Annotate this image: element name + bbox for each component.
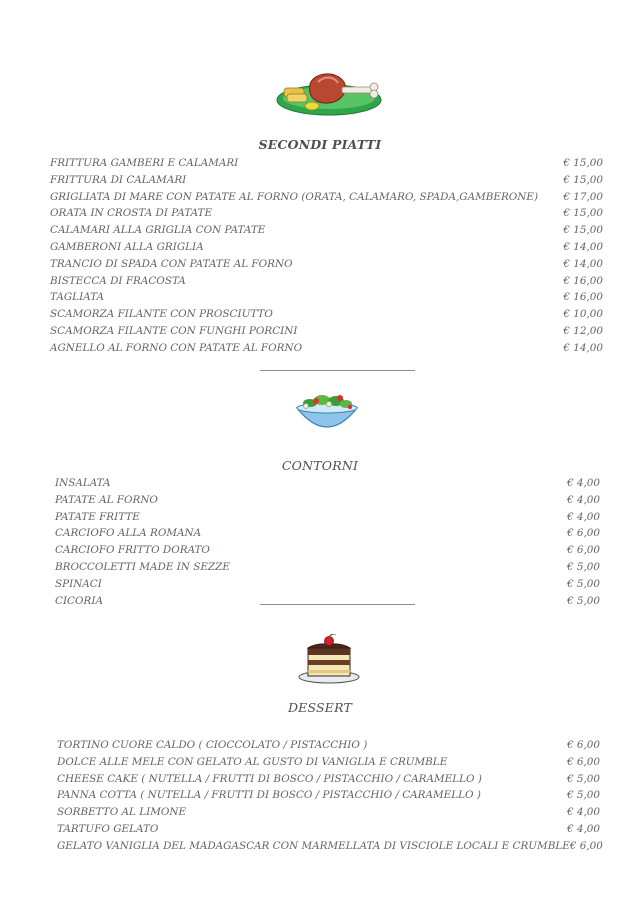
item-name: CARCIOFO ALLA ROMANA	[55, 527, 202, 540]
item-name: CARCIOFO FRITTO DORATO	[55, 544, 210, 557]
menu-item	[50, 273, 603, 290]
menu-item	[50, 189, 603, 206]
menu-list-dessert	[57, 737, 603, 855]
menu-item	[50, 222, 603, 239]
item-price: € 4,00	[566, 493, 600, 506]
item-price: € 4,00	[566, 510, 600, 523]
item-name: TAGLIATA	[50, 291, 104, 304]
menu-item	[55, 492, 600, 509]
item-price: € 4,00	[566, 822, 600, 835]
menu-list-contorni	[55, 475, 600, 609]
item-price: € 16,00	[563, 291, 603, 304]
item-name: INSALATA	[55, 477, 111, 489]
menu-item	[57, 804, 600, 821]
menu-list-secondi	[50, 155, 603, 357]
menu-item	[55, 525, 600, 542]
menu-item	[57, 787, 600, 804]
item-price: € 15,00	[563, 207, 603, 220]
item-name: DOLCE ALLE MELE CON GELATO AL GUSTO DI VANIGLIA E CRUMBLE	[57, 755, 448, 768]
menu-item	[57, 771, 600, 788]
item-price: € 14,00	[563, 257, 603, 270]
item-price: € 6,00	[569, 839, 603, 852]
menu-item	[57, 838, 603, 855]
item-price: € 4,00	[566, 477, 600, 489]
item-price: € 6,00	[566, 527, 600, 540]
item-name: CICORIA	[55, 594, 103, 607]
item-name: GELATO VANIGLIA DEL MADAGASCAR CON MARMELLATA DI VISCIOLE LOCALI E CRUMBLE	[57, 839, 570, 852]
item-price: € 6,00	[566, 755, 600, 768]
item-price: € 14,00	[563, 341, 603, 354]
menu-item	[50, 256, 603, 273]
menu-item	[55, 593, 600, 610]
menu-item	[55, 509, 600, 526]
item-name: SCAMORZA FILANTE CON FUNGHI PORCINI	[50, 324, 298, 337]
item-name: SORBETTO AL LIMONE	[57, 806, 187, 819]
section-divider	[260, 370, 415, 371]
menu-item	[50, 340, 603, 357]
item-name: AGNELLO AL FORNO CON PATATE AL FORNO	[50, 341, 303, 354]
salad-bowl-icon	[292, 386, 362, 438]
item-name: ORATA IN CROSTA DI PATATE	[50, 207, 213, 220]
item-price: € 5,00	[566, 594, 600, 607]
menu-item	[55, 542, 600, 559]
item-price: € 17,00	[563, 190, 603, 203]
item-price: € 16,00	[563, 274, 603, 287]
item-price: € 15,00	[563, 157, 603, 169]
menu-item	[50, 323, 603, 340]
item-name: TORTINO CUORE CALDO ( CIOCCOLATO / PISTACCHIO )	[57, 739, 368, 751]
item-name: SPINACI	[55, 577, 102, 590]
menu-item	[55, 576, 600, 593]
menu-item	[55, 475, 600, 492]
menu-item	[57, 737, 600, 754]
menu-item	[50, 289, 603, 306]
item-name: TARTUFO GELATO	[57, 822, 159, 835]
item-name: TRANCIO DI SPADA CON PATATE AL FORNO	[50, 257, 293, 270]
item-name: FRITTURA GAMBERI E CALAMARI	[50, 157, 239, 169]
item-price: € 12,00	[563, 324, 603, 337]
menu-item	[50, 239, 603, 256]
section-title-dessert: DESSERT	[287, 700, 353, 715]
menu-item	[50, 205, 603, 222]
item-name: CALAMARI ALLA GRIGLIA CON PATATE	[50, 224, 266, 237]
section-title-secondi: SECONDI PIATTI	[258, 137, 382, 152]
item-name: CHEESE CAKE ( NUTELLA / FRUTTI DI BOSCO / PISTACCHIO / CARAMELLO )	[57, 772, 482, 785]
item-price: € 5,00	[566, 560, 600, 573]
item-name: GRIGLIATA DI MARE CON PATATE AL FORNO (ORATA, CALAMARO, SPADA,GAMBERONE)	[50, 190, 539, 203]
menu-item	[55, 559, 600, 576]
cake-slice-icon	[296, 634, 362, 686]
item-price: € 15,00	[563, 224, 603, 237]
item-price: € 5,00	[566, 789, 600, 802]
item-name: PATATE FRITTE	[55, 510, 140, 523]
item-name: PANNA COTTA ( NUTELLA / FRUTTI DI BOSCO / PISTACCHIO / CARAMELLO )	[57, 789, 481, 802]
item-price: € 6,00	[566, 544, 600, 557]
item-name: FRITTURA DI CALAMARI	[50, 173, 187, 186]
item-name: PATATE AL FORNO	[55, 493, 158, 506]
section-divider	[260, 604, 415, 605]
section-title-contorni: CONTORNI	[281, 458, 359, 473]
item-price: € 10,00	[563, 308, 603, 321]
item-name: BISTECCA DI FRACOSTA	[50, 274, 186, 287]
menu-item	[50, 306, 603, 323]
item-name: BROCCOLETTI MADE IN SEZZE	[55, 560, 230, 573]
item-name: GAMBERONI ALLA GRIGLIA	[50, 240, 204, 253]
menu-item	[50, 155, 603, 172]
menu-item	[50, 172, 603, 189]
item-name: SCAMORZA FILANTE CON PROSCIUTTO	[50, 308, 273, 321]
item-price: € 6,00	[566, 739, 600, 751]
item-price: € 5,00	[566, 772, 600, 785]
item-price: € 4,00	[566, 806, 600, 819]
menu-item	[57, 821, 600, 838]
item-price: € 15,00	[563, 173, 603, 186]
menu-item	[57, 754, 600, 771]
item-price: € 14,00	[563, 240, 603, 253]
roast-meat-icon	[274, 70, 384, 120]
item-price: € 5,00	[566, 577, 600, 590]
